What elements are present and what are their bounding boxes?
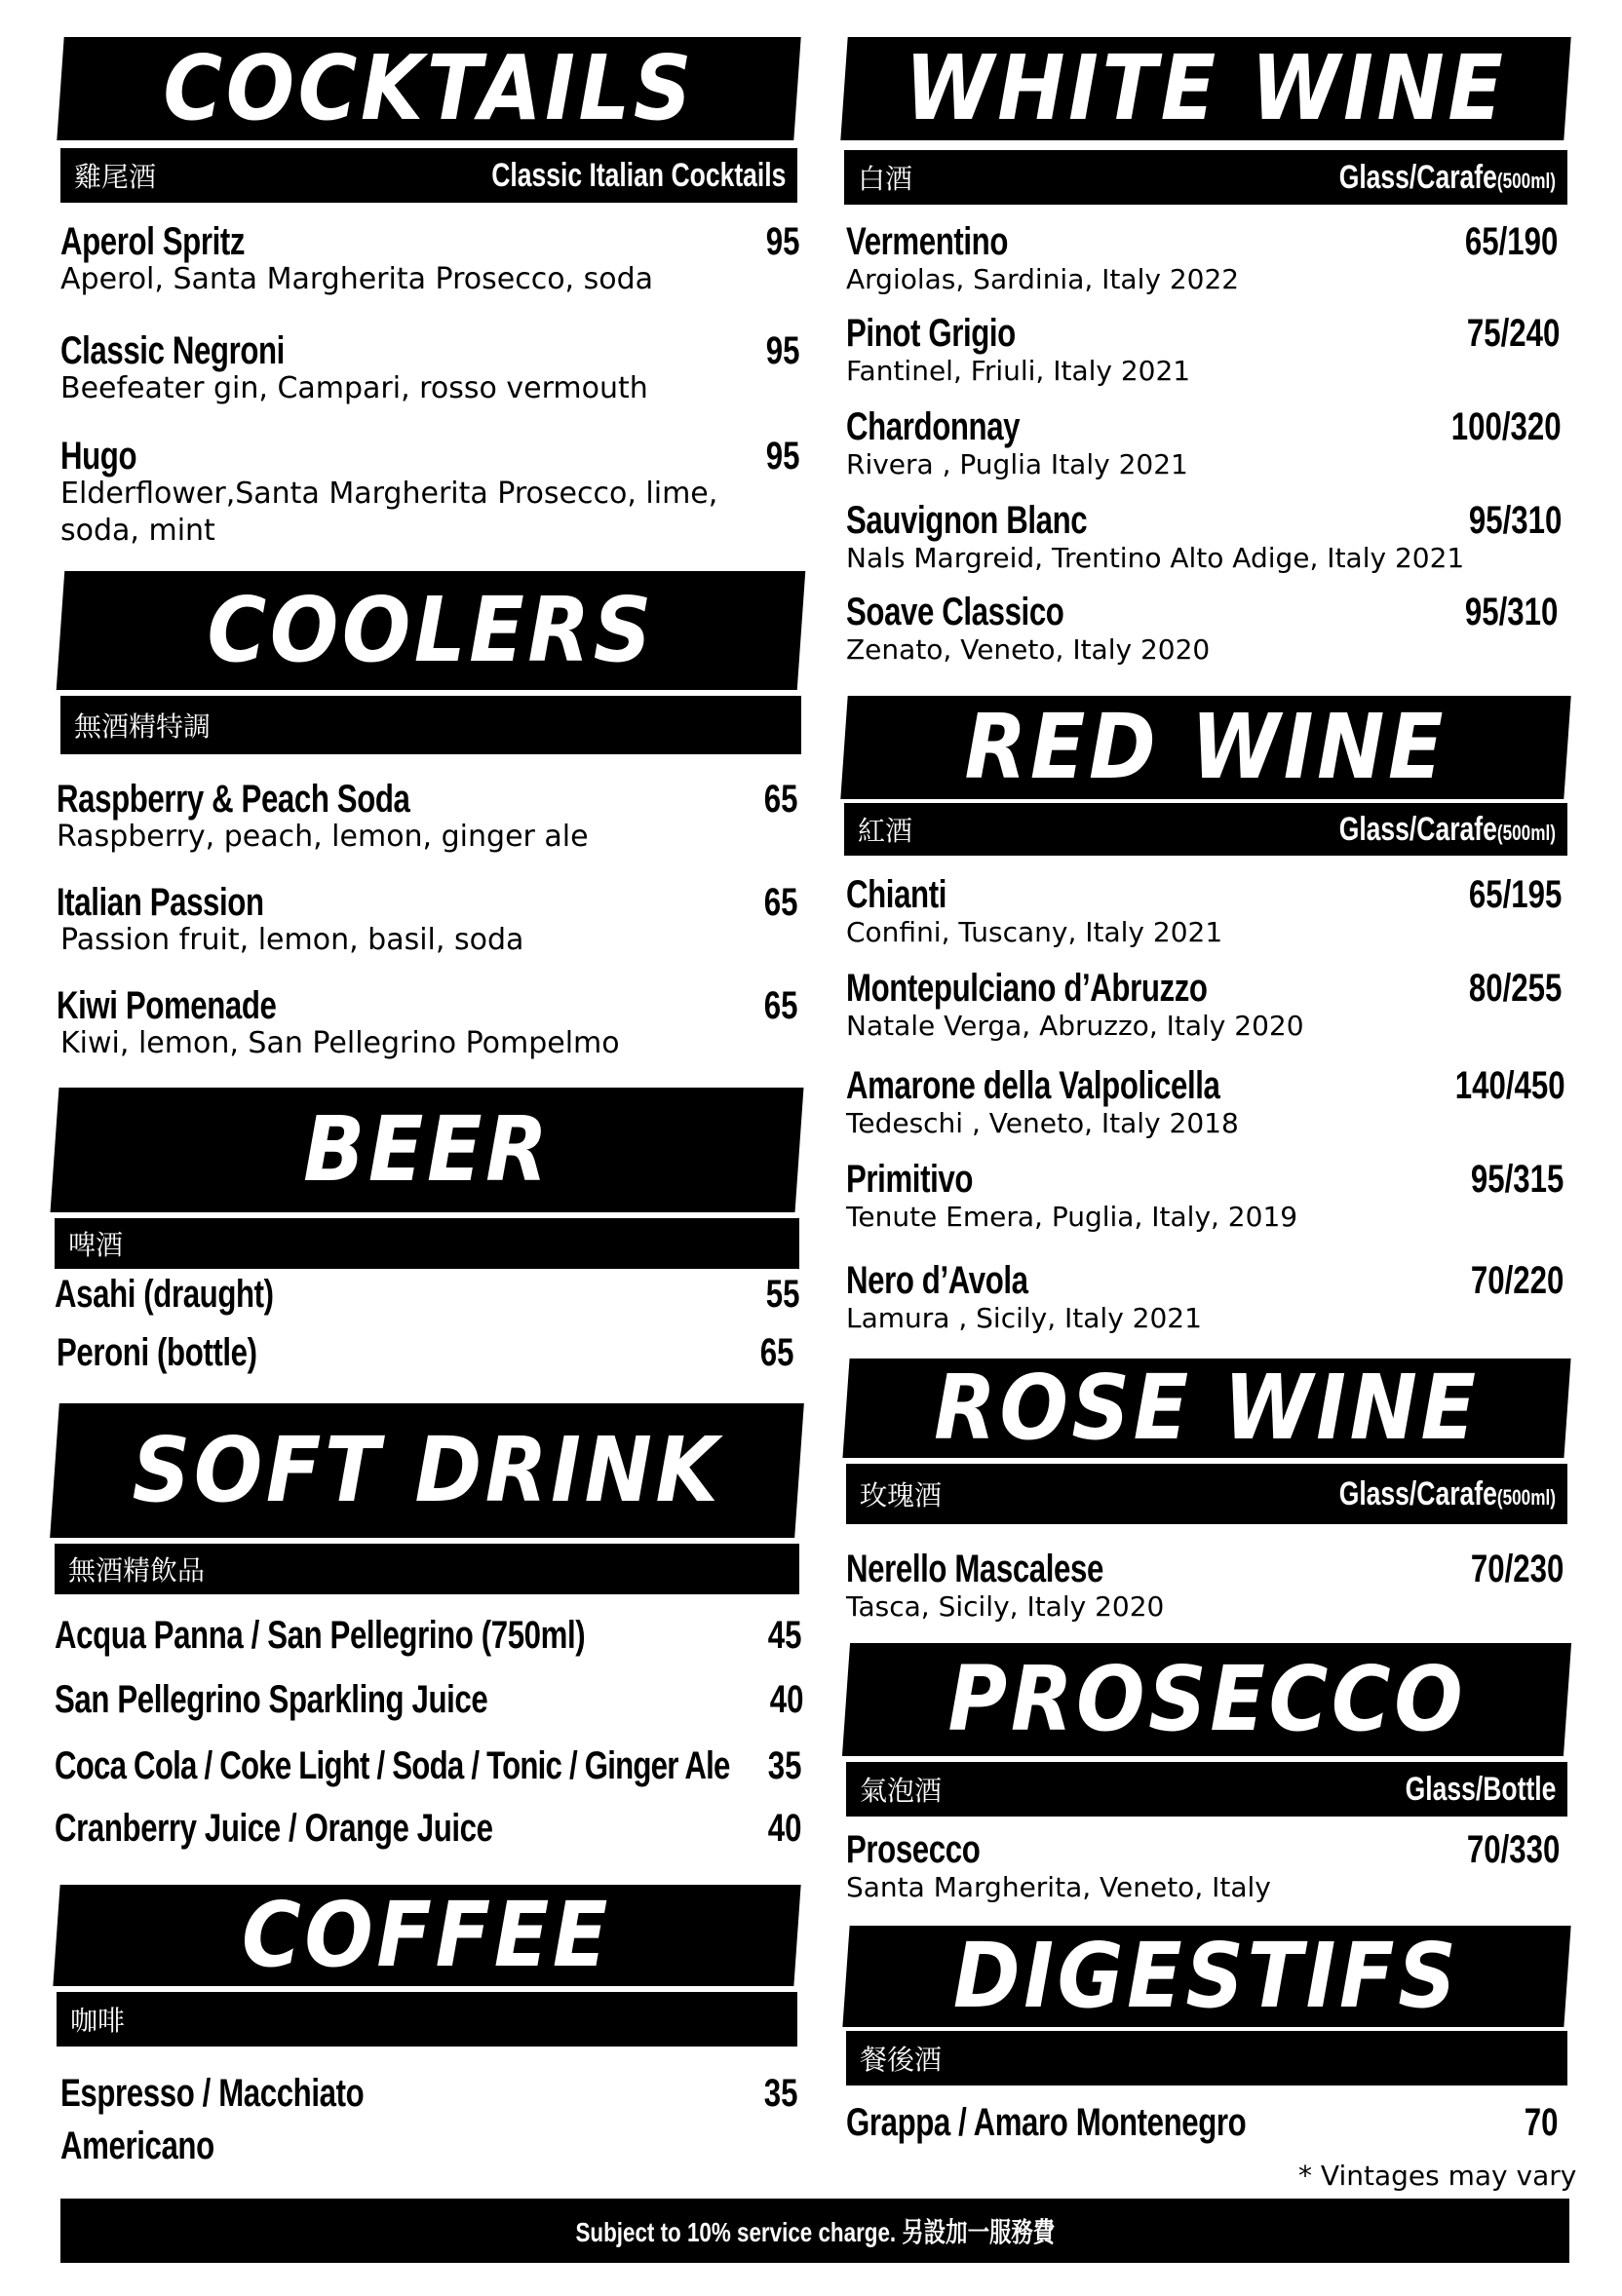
white-wine-chinese-label: 白酒 xyxy=(858,163,913,195)
coolers-chinese-label: 無酒精特調 xyxy=(74,710,212,743)
menu-item-nerello-mascalese xyxy=(846,1548,1564,1629)
white-wine-title: WHITE WINE xyxy=(905,36,1507,140)
rose-wine-subbar xyxy=(846,1464,1567,1524)
item-description: Argiolas, Sardinia, Italy 2022 xyxy=(846,263,1240,295)
soft-drink-chinese-label: 無酒精飲品 xyxy=(68,1554,206,1587)
menu-item-sauvignon-blanc xyxy=(846,499,1562,581)
rose-wine-chinese-label: 玫瑰酒 xyxy=(860,1479,943,1512)
item-name: Pinot Grigio xyxy=(846,312,1016,355)
menu-item-asahi xyxy=(55,1273,799,1320)
cocktails-chinese-label: 雞尾酒 xyxy=(74,161,157,193)
serving-label-main: Glass/Carafe xyxy=(1338,1474,1497,1512)
item-name: Raspberry & Peach Soda xyxy=(57,778,410,821)
item-price: 40 xyxy=(769,1678,803,1721)
item-description: Tenute Emera, Puglia, Italy, 2019 xyxy=(846,1201,1298,1233)
menu-item-pinot-grigio xyxy=(846,312,1560,394)
item-price: 95 xyxy=(765,220,799,263)
menu-item-chardonnay xyxy=(846,405,1562,487)
item-description-line-2: soda, mint xyxy=(60,514,215,548)
red-wine-subbar xyxy=(844,803,1567,856)
coffee-chinese-label: 咖啡 xyxy=(70,2005,126,2037)
cocktails-subbar xyxy=(60,148,797,203)
item-name: Montepulciano d’Abruzzo xyxy=(846,967,1208,1010)
white-wine-serving-label xyxy=(1339,159,1556,197)
item-description: Confini, Tuscany, Italy 2021 xyxy=(846,916,1223,948)
coolers-title: COOLERS xyxy=(207,578,655,682)
item-name: Sauvignon Blanc xyxy=(846,499,1088,542)
item-price: 95/315 xyxy=(1470,1158,1564,1201)
item-price: 55 xyxy=(765,1273,799,1316)
menu-item-amarone xyxy=(846,1064,1565,1146)
item-price: 65/195 xyxy=(1468,873,1562,916)
item-name: Nerello Mascalese xyxy=(846,1548,1103,1590)
serving-label-volume: (500ml) xyxy=(1496,820,1556,845)
rose-wine-banner xyxy=(842,1358,1570,1458)
white-wine-banner xyxy=(840,37,1570,140)
item-price: 70/230 xyxy=(1470,1548,1564,1590)
coffee-banner xyxy=(53,1885,800,1986)
item-description: Kiwi, lemon, San Pellegrino Pompelmo xyxy=(60,1026,620,1060)
serving-label-main: Glass/Carafe xyxy=(1338,810,1497,848)
beer-chinese-label: 啤酒 xyxy=(68,1229,124,1261)
item-description: Rivera , Puglia Italy 2021 xyxy=(846,448,1188,480)
red-wine-chinese-label: 紅酒 xyxy=(858,815,913,847)
item-name: Hugo xyxy=(60,435,137,478)
item-name: Kiwi Pomenade xyxy=(57,984,277,1027)
digestifs-chinese-label: 餐後酒 xyxy=(860,2044,943,2076)
menu-item-cranberry-juice xyxy=(55,1807,801,1854)
menu-item-grappa xyxy=(846,2101,1558,2148)
red-wine-serving-label xyxy=(1339,811,1556,849)
item-name: Primitivo xyxy=(846,1158,973,1201)
item-price: 45 xyxy=(767,1614,801,1657)
soft-drink-subbar xyxy=(55,1544,799,1594)
menu-item-chianti xyxy=(846,873,1562,955)
item-price: 95/310 xyxy=(1464,591,1558,633)
item-name: Americano xyxy=(60,2124,214,2167)
item-price: 140/450 xyxy=(1455,1064,1565,1107)
item-name: Amarone della Valpolicella xyxy=(846,1064,1220,1107)
coolers-subbar xyxy=(60,696,801,754)
menu-item-italian-passion xyxy=(57,881,797,969)
item-name: Chardonnay xyxy=(846,405,1021,448)
cocktails-title: COCKTAILS xyxy=(163,36,695,140)
item-price: 70/330 xyxy=(1466,1828,1560,1871)
menu-item-espresso xyxy=(60,2072,797,2119)
menu-item-soave-classico xyxy=(846,591,1558,672)
prosecco-banner xyxy=(842,1643,1571,1756)
item-description: Santa Margherita, Veneto, Italy xyxy=(846,1871,1271,1903)
coffee-title: COFFEE xyxy=(242,1883,612,1987)
rose-wine-title: ROSE WINE xyxy=(934,1356,1480,1460)
item-name: Peroni (bottle) xyxy=(57,1331,257,1374)
prosecco-chinese-label: 氣泡酒 xyxy=(860,1775,943,1807)
prosecco-serving-label: Glass/Bottle xyxy=(1405,1770,1556,1808)
digestifs-banner xyxy=(842,1926,1570,2027)
vintage-note: * Vintages may vary xyxy=(1298,2160,1577,2192)
soft-drink-banner xyxy=(50,1403,804,1538)
menu-item-classic-negroni xyxy=(60,329,799,417)
item-price: 70/220 xyxy=(1470,1259,1564,1302)
item-price: 40 xyxy=(767,1807,801,1850)
item-price: 65 xyxy=(759,1331,793,1374)
item-name: Nero d’Avola xyxy=(846,1259,1028,1302)
item-price: 95/310 xyxy=(1468,499,1562,542)
item-price: 95 xyxy=(765,329,799,372)
item-description: Tedeschi , Veneto, Italy 2018 xyxy=(846,1107,1239,1139)
soft-drink-title: SOFT DRINK xyxy=(132,1418,722,1522)
item-name: Cranberry Juice / Orange Juice xyxy=(55,1807,493,1850)
item-name: Espresso / Macchiato xyxy=(60,2072,365,2115)
menu-item-vermentino xyxy=(846,220,1558,302)
menu-item-hugo xyxy=(60,435,799,557)
item-description: Lamura , Sicily, Italy 2021 xyxy=(846,1302,1202,1334)
coolers-banner xyxy=(57,571,806,690)
menu-item-americano xyxy=(60,2124,797,2171)
menu-item-primitivo xyxy=(846,1158,1564,1240)
menu-item-raspberry-peach-soda xyxy=(57,778,797,865)
item-description: Nals Margreid, Trentino Alto Adige, Italy 2021 xyxy=(846,542,1465,574)
prosecco-title: PROSECCO xyxy=(947,1647,1466,1751)
menu-item-aperol-spritz xyxy=(60,220,799,308)
item-price: 75/240 xyxy=(1466,312,1560,355)
beer-subbar xyxy=(55,1218,799,1269)
item-name: Aperol Spritz xyxy=(60,220,246,263)
item-description: Tasca, Sicily, Italy 2020 xyxy=(846,1590,1165,1623)
item-description: Raspberry, peach, lemon, ginger ale xyxy=(57,820,589,854)
item-price: 35 xyxy=(767,1744,801,1787)
item-name: Grappa / Amaro Montenegro xyxy=(846,2101,1247,2144)
cocktails-banner xyxy=(57,37,800,140)
service-charge-note: Subject to 10% service charge. 另設加一服務費 xyxy=(575,2217,1055,2247)
menu-item-coca-cola xyxy=(55,1744,801,1791)
item-name: Soave Classico xyxy=(846,591,1064,633)
item-name: Acqua Panna / San Pellegrino (750ml) xyxy=(55,1614,586,1657)
item-price: 65/190 xyxy=(1464,220,1558,263)
menu-item-kiwi-pomenade xyxy=(57,984,797,1072)
item-name: Prosecco xyxy=(846,1828,981,1871)
menu-item-acqua-panna xyxy=(55,1614,801,1661)
item-name: Chianti xyxy=(846,873,946,916)
serving-label-volume: (500ml) xyxy=(1496,1484,1556,1510)
beer-banner xyxy=(51,1088,804,1212)
item-name: Vermentino xyxy=(846,220,1009,263)
menu-item-montepulciano xyxy=(846,967,1562,1049)
item-name: Italian Passion xyxy=(57,881,264,924)
footer-bar xyxy=(60,2199,1569,2263)
beer-title: BEER xyxy=(302,1097,552,1202)
serving-label-volume: (500ml) xyxy=(1496,168,1556,193)
item-price: 35 xyxy=(763,2072,797,2115)
item-name: Classic Negroni xyxy=(60,329,285,372)
red-wine-title: RED WINE xyxy=(964,695,1448,799)
item-price: 65 xyxy=(763,778,797,821)
item-description: Elderflower,Santa Margherita Prosecco, lime, xyxy=(60,477,718,511)
item-name: Coca Cola / Coke Light / Soda / Tonic / Ginger Ale xyxy=(55,1744,730,1787)
coffee-subbar xyxy=(57,1992,797,2047)
digestifs-title: DIGESTIFS xyxy=(953,1924,1460,2028)
prosecco-subbar xyxy=(846,1762,1567,1817)
menu-item-nero-davola xyxy=(846,1259,1564,1341)
item-description: Natale Verga, Abruzzo, Italy 2020 xyxy=(846,1010,1304,1042)
item-description: Zenato, Veneto, Italy 2020 xyxy=(846,633,1211,666)
menu-item-sparkling-juice xyxy=(55,1678,803,1725)
item-description: Beefeater gin, Campari, rosso vermouth xyxy=(60,371,648,405)
item-price: 100/320 xyxy=(1451,405,1562,448)
item-description: Fantinel, Friuli, Italy 2021 xyxy=(846,355,1191,387)
item-name: San Pellegrino Sparkling Juice xyxy=(55,1678,488,1721)
rose-wine-serving-label xyxy=(1339,1475,1556,1513)
menu-item-prosecco xyxy=(846,1828,1560,1910)
item-price: 65 xyxy=(763,984,797,1027)
white-wine-subbar xyxy=(844,150,1567,205)
item-description: Aperol, Santa Margherita Prosecco, soda xyxy=(60,262,654,296)
menu-item-peroni xyxy=(57,1331,793,1378)
red-wine-banner xyxy=(840,696,1570,799)
item-price: 95 xyxy=(765,435,799,478)
digestifs-subbar xyxy=(846,2031,1567,2086)
item-description: Passion fruit, lemon, basil, soda xyxy=(60,923,524,957)
cocktails-subtitle: Classic Italian Cocktails xyxy=(490,156,786,194)
item-price: 65 xyxy=(763,881,797,924)
serving-label-main: Glass/Carafe xyxy=(1338,158,1497,196)
item-price: 70 xyxy=(1524,2101,1558,2144)
item-name: Asahi (draught) xyxy=(55,1273,274,1316)
item-price: 80/255 xyxy=(1468,967,1562,1010)
